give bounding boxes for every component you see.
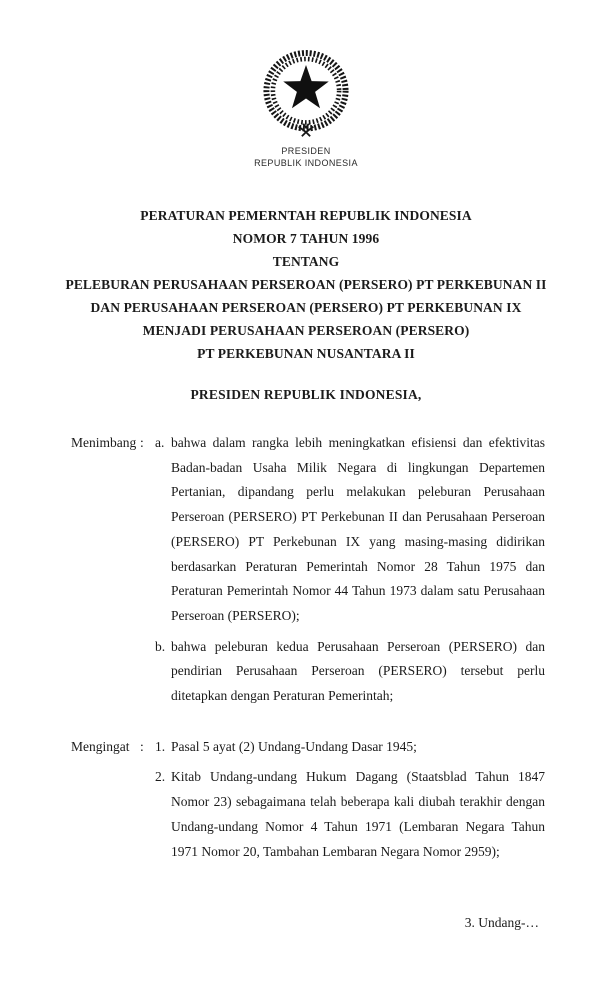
item-marker: a. bbox=[155, 435, 165, 450]
page-catchword: 3. Undang-… bbox=[464, 915, 539, 930]
title-line-subject-2: DAN PERUSAHAAN PERSEROAN (PERSERO) PT PERKEBUNAN IX bbox=[90, 300, 522, 315]
title-line-subject-1: PELEBURAN PERUSAHAAN PERSEROAN (PERSERO) PT PERKEBUNAN II bbox=[65, 277, 547, 292]
item-marker: b. bbox=[155, 638, 166, 654]
document-body bbox=[71, 431, 545, 864]
emblem-label-presiden: PRESIDEN bbox=[281, 146, 331, 156]
title-line-regulation: PERATURAN PEMERNTAH REPUBLIK INDONESIA bbox=[140, 208, 472, 223]
item-text: Kitab Undang-undang Hukum Dagang (Staatsblad Tahun 1847 Nomor 23) sebagaimana telah beberapa kali diubah terakhir dengan Undang-undang Nomor 4 Tahun 1971 (Lembaran Negara Tahun 1971 Nomor 20, Tambahan Lembaran Negara Nomor 2959); bbox=[171, 769, 545, 859]
item-text: bahwa dalam rangka lebih meningkatkan efisiensi dan efektivitas Badan-badan Usaha Milik Negara di lingkungan Departemen Pertanian, dipandang perlu melakukan peleburan Perusahaan Perseroan (PERSERO) PT Perkebunan II dan Perusahaan Perseroan (PERSERO) PT Perkebunan IX yang masing-masing didirikan berdasarkan Peraturan Pemerintah Nomor 28 Tahun 1975 dan Peraturan Pemerintah Nomor 44 Tahun 1973 dalam satu Perusahaan Perseroan (PERSERO); bbox=[171, 435, 545, 623]
regulation-title-block bbox=[0, 204, 612, 365]
menimbang-item-b bbox=[71, 635, 545, 709]
section-mengingat bbox=[71, 735, 545, 865]
mengingat-item-2 bbox=[71, 765, 545, 864]
emblem-block bbox=[0, 50, 612, 169]
title-line-subject-4: PT PERKEBUNAN NUSANTARA II bbox=[197, 346, 415, 361]
mengingat-item-1 bbox=[71, 735, 545, 760]
section-menimbang bbox=[71, 431, 545, 709]
emblem-label bbox=[0, 146, 612, 169]
item-marker: 2. bbox=[155, 769, 166, 785]
title-line-subject-3: MENJADI PERUSAHAAN PERSEROAN (PERSERO) bbox=[142, 323, 470, 338]
section-label: Mengingat bbox=[71, 738, 130, 754]
menimbang-item-a bbox=[71, 431, 545, 629]
item-marker: 1. bbox=[155, 738, 166, 754]
star-wreath-emblem-icon bbox=[260, 50, 352, 142]
president-salutation-heading: PRESIDEN REPUBLIK INDONESIA, bbox=[190, 387, 422, 402]
section-label: Menimbang bbox=[71, 435, 137, 450]
title-line-tentang: TENTANG bbox=[272, 254, 340, 269]
item-text: bahwa peleburan kedua Perusahaan Perseroan (PERSERO) dan pendirian Perusahaan Perseroan (PERSERO) tersebut perlu ditetapkan dengan Peraturan Pemerintah; bbox=[171, 638, 545, 704]
section-colon: : bbox=[140, 435, 144, 450]
emblem-label-republik-indonesia: REPUBLIK INDONESIA bbox=[254, 157, 358, 168]
section-colon: : bbox=[140, 738, 144, 754]
item-text: Pasal 5 ayat (2) Undang-Undang Dasar 1945; bbox=[171, 738, 417, 754]
title-line-number: NOMOR 7 TAHUN 1996 bbox=[232, 231, 380, 246]
